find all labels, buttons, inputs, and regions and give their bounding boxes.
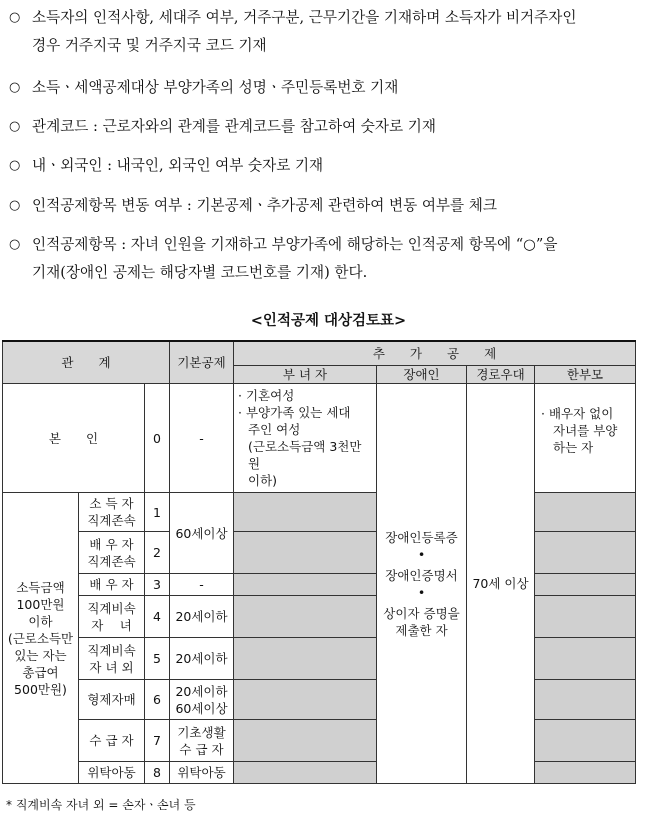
code-cell: 6 xyxy=(145,680,170,720)
deduction-review-table xyxy=(2,340,636,784)
basic-cell: 기초생활 수 급 자 xyxy=(170,720,234,762)
relation-cell: 배 우 자 직계존속 xyxy=(79,532,145,574)
table-row xyxy=(3,680,636,720)
single-parent-cell xyxy=(535,762,636,784)
circle-mark: ○ xyxy=(9,119,21,134)
relation-cell: 위탁아동 xyxy=(79,762,145,784)
relation-cell: 형제자매 xyxy=(79,680,145,720)
relation-cell: 배 우 자 xyxy=(79,574,145,596)
table-row xyxy=(3,596,636,638)
circle-mark: ○ xyxy=(9,198,21,213)
bullet-item: ○ 소득자의 인적사항, 세대주 여부, 거주구분, 근무기간을 기재하며 소득자가 비거주자인 경우 거주지국 및 거주지국 코드 기재 xyxy=(6,4,576,60)
table-row xyxy=(3,720,636,762)
single-parent-cell xyxy=(535,638,636,680)
code-cell: 3 xyxy=(145,574,170,596)
basic-cell: 위탁아동 xyxy=(170,762,234,784)
elderly-cell: 70세 이상 xyxy=(467,384,535,784)
table-row xyxy=(3,574,636,596)
woman-cell xyxy=(234,762,377,784)
header-single-parent: 한부모 xyxy=(535,366,636,384)
woman-cell xyxy=(234,532,377,574)
header-elderly: 경로우대 xyxy=(467,366,535,384)
relation-cell: 소 득 자 직계존속 xyxy=(79,493,145,532)
single-parent-cell xyxy=(535,680,636,720)
circle-mark: ○ xyxy=(9,237,21,252)
code-cell: 8 xyxy=(145,762,170,784)
bullet-item: ○ 인적공제항목 : 자녀 인원을 기재하고 부양가족에 해당하는 인적공제 항목에 “○”을 기재(장애인 공제는 해당자별 코드번호를 기재) 한다. xyxy=(6,231,557,287)
circle-mark: ○ xyxy=(9,80,21,95)
woman-cell xyxy=(234,638,377,680)
bullet-item: ○ 관계코드 : 근로자와의 관계를 관계코드를 참고하여 숫자로 기재 xyxy=(6,113,436,141)
circle-mark: ○ xyxy=(9,10,21,25)
header-woman: 부 녀 자 xyxy=(234,366,377,384)
basic-cell: - xyxy=(170,384,234,493)
single-parent-cell xyxy=(535,532,636,574)
circle-mark: ○ xyxy=(9,158,21,173)
basic-cell: 60세이상 xyxy=(170,493,234,574)
bullet-item: ○ 소득ㆍ세액공제대상 부양가족의 성명ㆍ주민등록번호 기재 xyxy=(6,74,398,102)
table-row-self xyxy=(3,384,636,493)
code-cell: 4 xyxy=(145,596,170,638)
table-row xyxy=(3,762,636,784)
basic-cell: - xyxy=(170,574,234,596)
basic-cell: 20세이하 60세이상 xyxy=(170,680,234,720)
single-parent-cell xyxy=(535,493,636,532)
single-parent-cell xyxy=(535,596,636,638)
basic-cell: 20세이하 xyxy=(170,638,234,680)
woman-cell xyxy=(234,493,377,532)
woman-cell: · 기혼여성 · 부양가족 있는 세대 주인 여성 (근로소득금액 3천만원 이하) xyxy=(234,384,377,493)
table-row xyxy=(3,638,636,680)
woman-cell xyxy=(234,680,377,720)
bullet-item: ○ 내ㆍ외국인 : 내국인, 외국인 여부 숫자로 기재 xyxy=(6,152,323,180)
disabled-cell: 장애인등록증 • 장애인증명서 • 상이자 증명을 제출한 자 xyxy=(377,384,467,784)
table-title: <인적공제 대상검토표> xyxy=(250,313,407,329)
table-row xyxy=(3,493,636,532)
bullet-item: ○ 인적공제항목 변동 여부 : 기본공제ㆍ추가공제 관련하여 변동 여부를 체크 xyxy=(6,192,497,220)
single-parent-cell: · 배우자 없이 자녀를 부양 하는 자 xyxy=(535,384,636,493)
header-disabled: 장애인 xyxy=(377,366,467,384)
group-label: 소득금액 100만원 이하 (근로소득만 있는 자는 총급여 500만원) xyxy=(3,493,79,784)
code-cell: 2 xyxy=(145,532,170,574)
footnote: * 직계비속 자녀 외 = 손자ㆍ손녀 등 xyxy=(6,798,196,812)
self-label: 본 인 xyxy=(3,384,145,493)
relation-cell: 수 급 자 xyxy=(79,720,145,762)
single-parent-cell xyxy=(535,574,636,596)
header-additional: 추 가 공 제 xyxy=(234,341,636,366)
code-cell: 0 xyxy=(145,384,170,493)
code-cell: 1 xyxy=(145,493,170,532)
code-cell: 7 xyxy=(145,720,170,762)
header-basic: 기본공제 xyxy=(170,341,234,384)
code-cell: 5 xyxy=(145,638,170,680)
table-row xyxy=(3,532,636,574)
woman-cell xyxy=(234,720,377,762)
single-parent-cell xyxy=(535,720,636,762)
relation-cell: 직계비속 자 녀 외 xyxy=(79,638,145,680)
header-relation: 관 계 xyxy=(3,341,170,384)
woman-cell xyxy=(234,596,377,638)
basic-cell: 20세이하 xyxy=(170,596,234,638)
relation-cell: 직계비속 자 녀 xyxy=(79,596,145,638)
woman-cell xyxy=(234,574,377,596)
